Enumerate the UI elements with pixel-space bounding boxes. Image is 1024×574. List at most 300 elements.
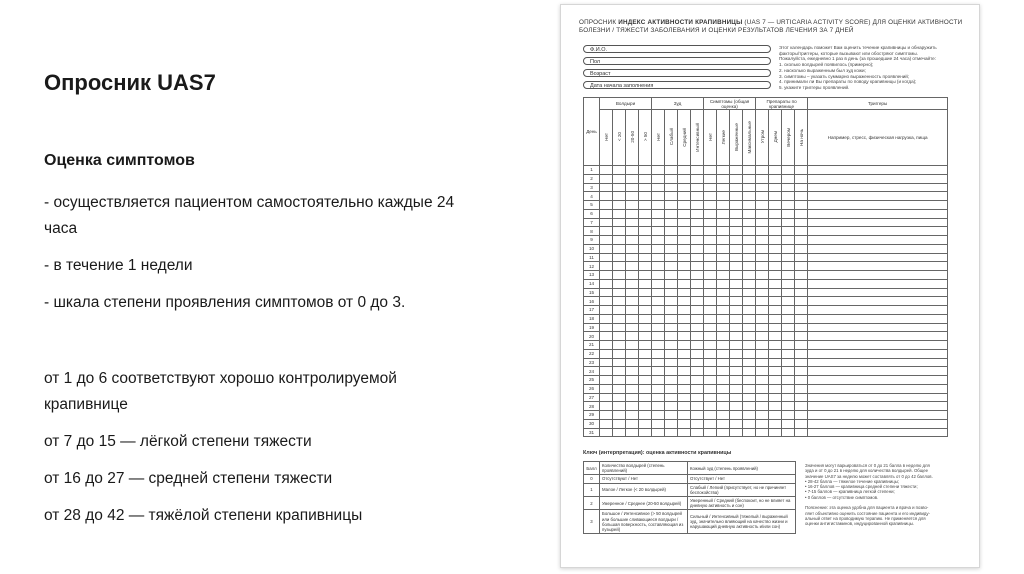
entry-cell: [691, 288, 704, 297]
entry-cell: [626, 218, 639, 227]
entry-cell: [600, 367, 613, 376]
entry-cell: [678, 367, 691, 376]
entry-cell: [730, 201, 743, 210]
entry-cell: [678, 218, 691, 227]
body-line: от 7 до 15 — лёгкой степени тяжести: [44, 433, 312, 450]
col-label: Вечером: [785, 127, 791, 147]
entry-cell: [613, 227, 626, 236]
entry-cell: [652, 306, 665, 315]
entry-cell: [613, 306, 626, 315]
entry-cell: [691, 166, 704, 175]
entry-cell: [782, 244, 795, 253]
entry-cell: [600, 384, 613, 393]
entry-cell: [691, 332, 704, 341]
entry-cell: [652, 279, 665, 288]
day-number: 17: [584, 306, 600, 315]
day-number: 6: [584, 209, 600, 218]
entry-cell: [782, 393, 795, 402]
day-number: 10: [584, 244, 600, 253]
entry-cell: [600, 183, 613, 192]
entry-cell: [639, 332, 652, 341]
col-label: Выраженные: [733, 122, 739, 152]
entry-cell: [652, 166, 665, 175]
entry-cell: [704, 393, 717, 402]
entry-cell: [795, 166, 808, 175]
entry-cell: [652, 218, 665, 227]
entry-cell: [782, 314, 795, 323]
entry-cell: [730, 262, 743, 271]
entry-cell: [730, 288, 743, 297]
entry-cell: [691, 218, 704, 227]
key-itch: Отсутствует / Нет: [688, 475, 796, 483]
entry-cell: [769, 166, 782, 175]
entry-cell: [678, 192, 691, 201]
entry-cell: [652, 183, 665, 192]
entry-cell: [730, 192, 743, 201]
entry-cell: [743, 349, 756, 358]
entry-cell: [652, 428, 665, 437]
entry-cell: [613, 393, 626, 402]
entry-cell: [717, 236, 730, 245]
entry-cell: [678, 349, 691, 358]
entry-cell: [730, 332, 743, 341]
day-number: 30: [584, 419, 600, 428]
day-number: 26: [584, 384, 600, 393]
day-row: [584, 349, 948, 358]
day-number: 12: [584, 262, 600, 271]
entry-cell: [717, 253, 730, 262]
entry-cell: [639, 227, 652, 236]
entry-cell: [691, 402, 704, 411]
entry-cell: [717, 341, 730, 350]
entry-cell: [678, 332, 691, 341]
entry-cell: [769, 332, 782, 341]
entry-cell: [600, 174, 613, 183]
entry-cell: [704, 428, 717, 437]
entry-cell: [600, 419, 613, 428]
entry-cell: [665, 428, 678, 437]
entry-cell: [639, 411, 652, 420]
key-itch: Сильный / Интенсивный (тяжелый / выраженный зуд, значительно влияющий на качество жизни и нарушающий дневную активность и/или сон): [688, 510, 796, 534]
entry-cell: [795, 428, 808, 437]
entry-cell: [626, 192, 639, 201]
entry-cell: [626, 174, 639, 183]
entry-cell: [665, 384, 678, 393]
day-number: 29: [584, 411, 600, 420]
entry-cell: [704, 262, 717, 271]
entry-cell: [717, 419, 730, 428]
entry-cell: [730, 218, 743, 227]
entry-cell: [808, 253, 948, 262]
entry-cell: [704, 314, 717, 323]
entry-cell: [600, 209, 613, 218]
entry-cell: [652, 244, 665, 253]
entry-cell: [678, 288, 691, 297]
entry-cell: [704, 288, 717, 297]
entry-cell: [691, 341, 704, 350]
entry-cell: [743, 183, 756, 192]
body-line: от 16 до 27 — средней степени тяжести: [44, 470, 333, 487]
entry-cell: [652, 393, 665, 402]
entry-cell: [769, 288, 782, 297]
entry-cell: [639, 367, 652, 376]
entry-cell: [639, 209, 652, 218]
key-header: Кожный зуд (степень проявлений): [688, 462, 796, 475]
entry-cell: [665, 288, 678, 297]
day-row: [584, 428, 948, 437]
entry-cell: [600, 236, 613, 245]
entry-cell: [639, 236, 652, 245]
slide-title: Опросник UAS7: [44, 70, 216, 95]
entry-cell: [639, 279, 652, 288]
entry-cell: [756, 262, 769, 271]
entry-cell: [756, 253, 769, 262]
entry-cell: [782, 297, 795, 306]
entry-cell: [769, 402, 782, 411]
entry-cell: [730, 376, 743, 385]
entry-cell: [782, 218, 795, 227]
day-number: 1: [584, 166, 600, 175]
entry-cell: [600, 411, 613, 420]
entry-cell: [743, 271, 756, 280]
col-label: Утром: [759, 130, 765, 144]
entry-cell: [626, 384, 639, 393]
entry-cell: [639, 271, 652, 280]
entry-cell: [691, 192, 704, 201]
entry-cell: [652, 419, 665, 428]
body-line: от 1 до 6 соответствуют хорошо контролируемой: [44, 370, 397, 387]
entry-cell: [691, 253, 704, 262]
entry-cell: [717, 428, 730, 437]
col-label: > 50: [642, 132, 648, 142]
entry-cell: [717, 192, 730, 201]
entry-cell: [717, 323, 730, 332]
entry-cell: [665, 192, 678, 201]
entry-cell: [652, 227, 665, 236]
entry-cell: [704, 244, 717, 253]
entry-cell: [795, 393, 808, 402]
entry-cell: [730, 279, 743, 288]
entry-cell: [730, 419, 743, 428]
entry-cell: [600, 358, 613, 367]
entry-cell: [717, 271, 730, 280]
col-label: Интенсивный: [694, 122, 700, 152]
entry-cell: [717, 244, 730, 253]
day-number: 28: [584, 402, 600, 411]
entry-cell: [743, 166, 756, 175]
entry-cell: [717, 314, 730, 323]
itch-header: Зуд: [652, 98, 704, 110]
entry-cell: [704, 166, 717, 175]
entry-cell: [626, 341, 639, 350]
entry-cell: [691, 376, 704, 385]
entry-cell: [808, 297, 948, 306]
entry-cell: [665, 402, 678, 411]
entry-cell: [652, 367, 665, 376]
entry-cell: [639, 174, 652, 183]
entry-cell: [756, 201, 769, 210]
entry-cell: [769, 376, 782, 385]
entry-cell: [730, 314, 743, 323]
entry-cell: [665, 297, 678, 306]
entry-cell: [756, 358, 769, 367]
entry-cell: [665, 349, 678, 358]
entry-cell: [600, 332, 613, 341]
entry-cell: [691, 262, 704, 271]
entry-cell: [769, 279, 782, 288]
field-age: Возраст: [583, 69, 771, 77]
entry-cell: [600, 323, 613, 332]
entry-cell: [626, 349, 639, 358]
entry-cell: [795, 201, 808, 210]
entry-cell: [639, 262, 652, 271]
entry-cell: [730, 341, 743, 350]
entry-cell: [782, 323, 795, 332]
entry-cell: [639, 288, 652, 297]
entry-cell: [626, 402, 639, 411]
entry-cell: [652, 262, 665, 271]
day-row: [584, 174, 948, 183]
col-label: Нет: [707, 133, 713, 141]
entry-cell: [782, 428, 795, 437]
entry-cell: [743, 323, 756, 332]
entry-cell: [704, 174, 717, 183]
entry-cell: [665, 227, 678, 236]
entry-cell: [626, 314, 639, 323]
entry-cell: [756, 279, 769, 288]
entry-cell: [769, 271, 782, 280]
entry-cell: [678, 279, 691, 288]
entry-cell: [691, 306, 704, 315]
body-line: - осуществляется пациентом самостоятельно каждые 24: [44, 194, 455, 211]
entry-cell: [652, 384, 665, 393]
entry-cell: [717, 332, 730, 341]
entry-cell: [808, 227, 948, 236]
entry-cell: [782, 192, 795, 201]
entry-cell: [743, 192, 756, 201]
key-header: Количество волдырей (степень проявлений): [600, 462, 688, 475]
entry-cell: [730, 384, 743, 393]
entry-cell: [756, 314, 769, 323]
entry-cell: [743, 236, 756, 245]
entry-cell: [613, 384, 626, 393]
entry-cell: [717, 288, 730, 297]
entry-cell: [717, 393, 730, 402]
entry-cell: [808, 174, 948, 183]
entry-cell: [769, 323, 782, 332]
entry-cell: [795, 262, 808, 271]
entry-cell: [808, 376, 948, 385]
day-number: 13: [584, 271, 600, 280]
entry-cell: [691, 393, 704, 402]
entry-cell: [808, 411, 948, 420]
entry-cell: [678, 411, 691, 420]
entry-cell: [613, 218, 626, 227]
entry-cell: [808, 192, 948, 201]
entry-cell: [639, 218, 652, 227]
entry-cell: [743, 297, 756, 306]
entry-cell: [743, 279, 756, 288]
entry-cell: [756, 166, 769, 175]
entry-cell: [639, 314, 652, 323]
entry-cell: [743, 306, 756, 315]
entry-cell: [717, 411, 730, 420]
day-row: [584, 218, 948, 227]
entry-cell: [691, 201, 704, 210]
entry-cell: [639, 349, 652, 358]
entry-cell: [652, 358, 665, 367]
entry-cell: [626, 323, 639, 332]
entry-cell: [704, 218, 717, 227]
entry-cell: [665, 209, 678, 218]
entry-cell: [730, 244, 743, 253]
entry-cell: [626, 253, 639, 262]
entry-cell: [665, 306, 678, 315]
entry-cell: [600, 349, 613, 358]
col-label: Средний: [681, 127, 687, 147]
entry-cell: [626, 183, 639, 192]
entry-cell: [704, 183, 717, 192]
entry-cell: [665, 271, 678, 280]
entry-cell: [678, 244, 691, 253]
key-score: 0: [584, 475, 600, 483]
day-number: 5: [584, 201, 600, 210]
body-line: - в течение 1 недели: [44, 257, 193, 274]
entry-cell: [652, 341, 665, 350]
entry-cell: [756, 393, 769, 402]
entry-cell: [691, 227, 704, 236]
entry-cell: [600, 288, 613, 297]
day-number: 2: [584, 174, 600, 183]
entry-cell: [717, 209, 730, 218]
day-row: [584, 384, 948, 393]
triggers-header: Триггеры: [808, 98, 948, 110]
entry-cell: [756, 419, 769, 428]
entry-cell: [795, 183, 808, 192]
day-number: 14: [584, 279, 600, 288]
entry-cell: [639, 323, 652, 332]
entry-cell: [743, 411, 756, 420]
day-row: [584, 393, 948, 402]
entry-cell: [678, 253, 691, 262]
entry-cell: [613, 341, 626, 350]
wheals-header: Волдыри: [600, 98, 652, 110]
entry-cell: [678, 314, 691, 323]
entry-cell: [782, 227, 795, 236]
entry-cell: [730, 358, 743, 367]
entry-cell: [782, 411, 795, 420]
entry-cell: [717, 306, 730, 315]
entry-cell: [691, 367, 704, 376]
entry-cell: [691, 279, 704, 288]
entry-cell: [613, 236, 626, 245]
entry-cell: [613, 183, 626, 192]
entry-cell: [665, 341, 678, 350]
day-row: [584, 323, 948, 332]
entry-cell: [782, 384, 795, 393]
entry-cell: [665, 218, 678, 227]
day-row: [584, 192, 948, 201]
entry-cell: [730, 271, 743, 280]
entry-cell: [678, 428, 691, 437]
entry-cell: [639, 341, 652, 350]
entry-cell: [743, 393, 756, 402]
entry-cell: [613, 367, 626, 376]
entry-cell: [639, 358, 652, 367]
entry-cell: [756, 428, 769, 437]
entry-cell: [769, 428, 782, 437]
entry-cell: [717, 201, 730, 210]
key-score: 3: [584, 510, 600, 534]
entry-cell: [782, 253, 795, 262]
entry-cell: [613, 428, 626, 437]
entry-cell: [678, 376, 691, 385]
entry-cell: [704, 236, 717, 245]
entry-cell: [795, 288, 808, 297]
entry-cell: [743, 244, 756, 253]
entry-cell: [730, 428, 743, 437]
entry-cell: [665, 393, 678, 402]
entry-cell: [782, 419, 795, 428]
entry-cell: [613, 358, 626, 367]
entry-cell: [691, 244, 704, 253]
entry-cell: [782, 262, 795, 271]
day-row: [584, 306, 948, 315]
entry-cell: [782, 271, 795, 280]
entry-cell: [613, 209, 626, 218]
col-label: 20-50: [629, 131, 635, 143]
entry-cell: [665, 183, 678, 192]
key-score: 1: [584, 483, 600, 496]
entry-cell: [782, 288, 795, 297]
day-row: [584, 376, 948, 385]
entry-cell: [756, 288, 769, 297]
entry-cell: [652, 314, 665, 323]
entry-cell: [795, 358, 808, 367]
entry-cell: [730, 227, 743, 236]
entry-cell: [743, 358, 756, 367]
entry-cell: [678, 358, 691, 367]
entry-cell: [769, 218, 782, 227]
entry-cell: [613, 411, 626, 420]
entry-cell: [782, 332, 795, 341]
entry-cell: [730, 297, 743, 306]
entry-cell: [652, 411, 665, 420]
entry-cell: [730, 402, 743, 411]
entry-cell: [769, 314, 782, 323]
entry-cell: [730, 323, 743, 332]
entry-cell: [652, 323, 665, 332]
entry-cell: [704, 253, 717, 262]
day-row: [584, 402, 948, 411]
entry-cell: [795, 297, 808, 306]
entry-cell: [795, 314, 808, 323]
entry-cell: [613, 323, 626, 332]
entry-cell: [743, 209, 756, 218]
entry-cell: [743, 174, 756, 183]
col-label: Слабый: [668, 128, 674, 146]
key-wheals: Отсутствуют / Нет: [600, 475, 688, 483]
entry-cell: [808, 384, 948, 393]
entry-cell: [782, 402, 795, 411]
entry-cell: [639, 393, 652, 402]
col-label: На ночь: [798, 128, 804, 146]
day-number: 22: [584, 349, 600, 358]
entry-cell: [743, 376, 756, 385]
day-row: [584, 288, 948, 297]
body-line: от 28 до 42 — тяжёлой степени крапивницы: [44, 507, 363, 524]
day-number: 19: [584, 323, 600, 332]
